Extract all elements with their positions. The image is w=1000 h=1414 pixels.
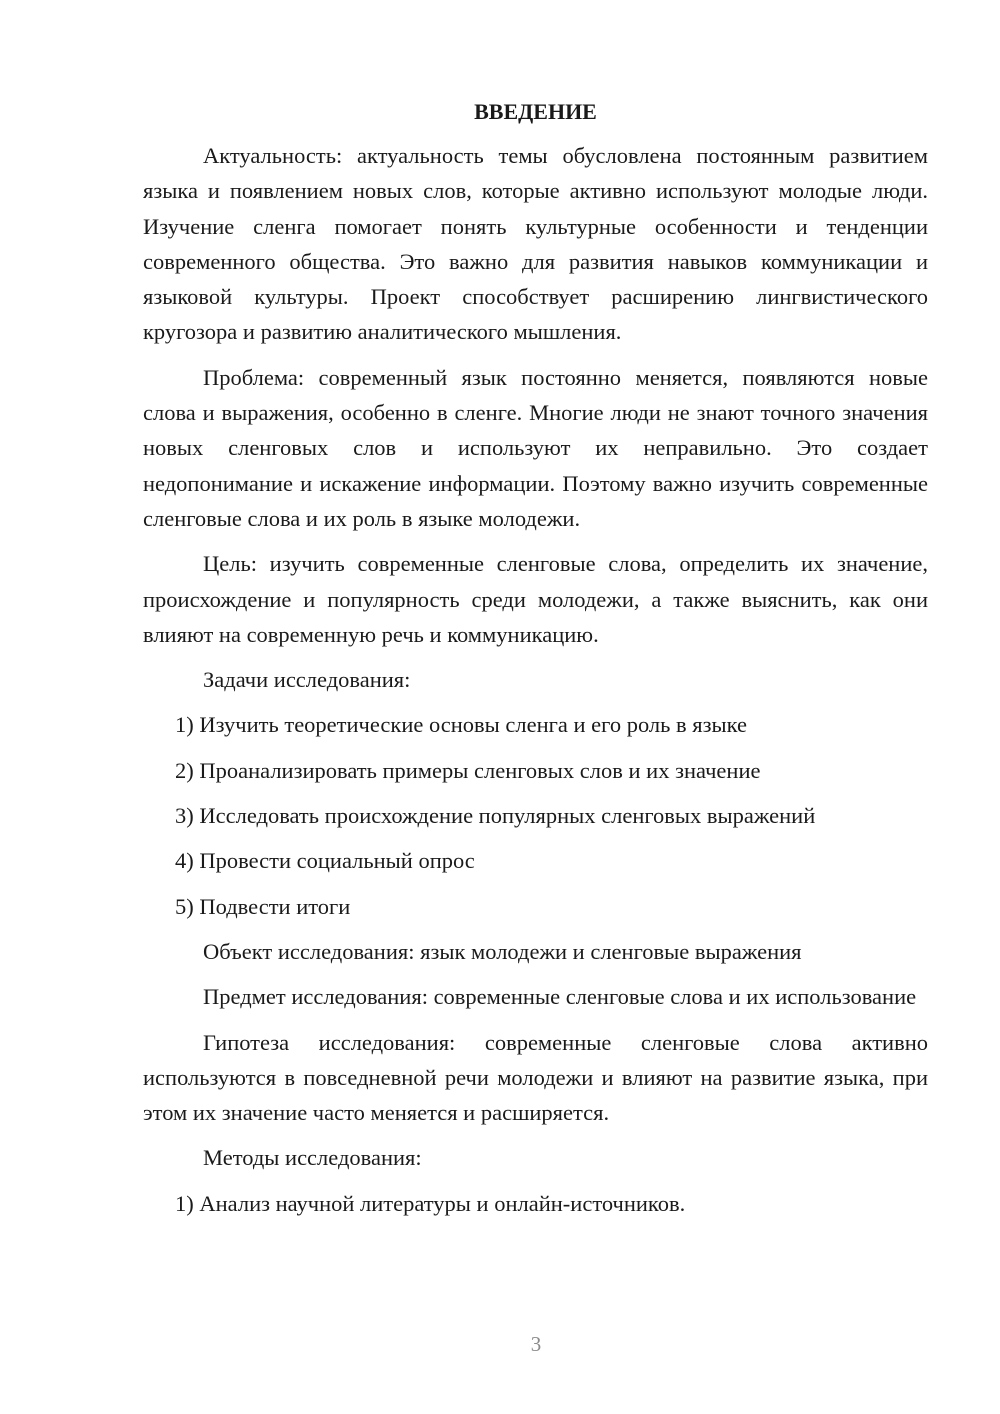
methods-heading: Методы исследования: (203, 1145, 422, 1171)
task-item: 3) Исследовать происхождение популярных сленговых выражений (175, 803, 816, 829)
method-item: 1) Анализ научной литературы и онлайн-источников. (175, 1190, 686, 1216)
document-body (143, 95, 928, 1231)
page-number: 3 (530, 1332, 542, 1356)
task-item: 1) Изучить теоретические основы сленга и его роль в языке (175, 712, 747, 738)
subject-paragraph: Предмет исследования: современные сленговые слова и их использование (203, 984, 917, 1010)
tasks-heading: Задачи исследования: (203, 667, 411, 693)
goal-paragraph: Цель: изучить современные сленговые слова, определить их значение, происхождение и популярность среди молодежи, а также выяснить, как они влияют на современную речь и коммуникацию. (143, 551, 928, 647)
task-item: 5) Подвести итоги (175, 893, 351, 919)
hypothesis-paragraph: Гипотеза исследования: современные сленговые слова активно используются в повседневной речи молодежи и влияют на развитие языка, при этом их значение часто меняется и расширяется. (143, 1029, 928, 1126)
task-item: 2) Проанализировать примеры сленговых слов и их значение (175, 757, 761, 783)
object-paragraph: Объект исследования: язык молодежи и сленговые выражения (203, 938, 802, 964)
relevance-paragraph: Актуальность: актуальность темы обусловлена постоянным развитием языка и появлением новых слов, которые активно используют молодые люди. Изучение сленга помогает понять культурные особенности и тенденции современного общества. Это важно для развития навыков коммуникации и языковой культуры. Проект способствует расширению лингвистического кругозора и развитию аналитического мышления. (143, 143, 928, 345)
problem-paragraph: Проблема: современный язык постоянно меняется, появляются новые слова и выражения, особенно в сленге. Многие люди не знают точного значения новых сленговых слов и используют их неправильно. Это создает недопонимание и искажение информации. Поэтому важно изучить современные сленговые слова и их роль в языке молодежи. (143, 364, 928, 531)
section-title: ВВЕДЕНИЕ (474, 99, 597, 124)
task-item: 4) Провести социальный опрос (175, 848, 475, 874)
